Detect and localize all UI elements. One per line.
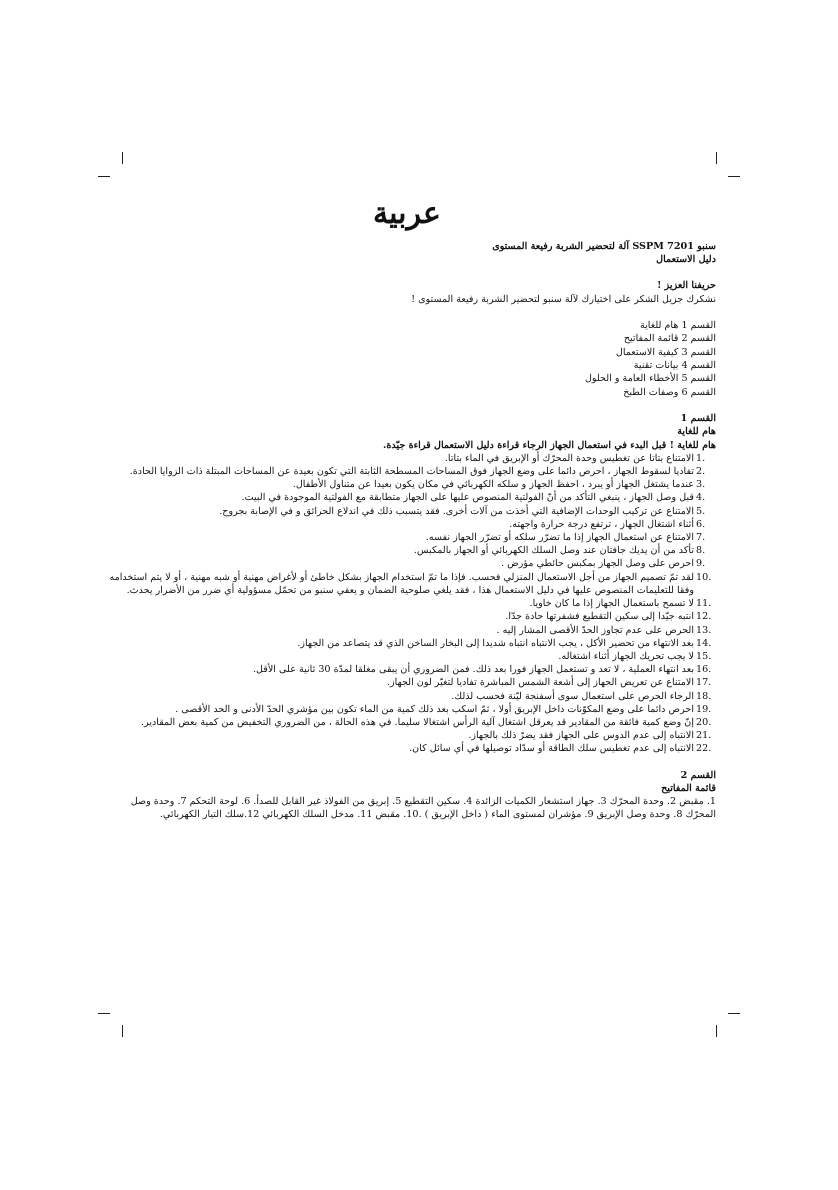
section1-label: القسم 1: [680, 413, 716, 425]
list-item: 19. احرص دائما على وضع المكوّنات داخل الإبريق أولا ، ثمّ اسكب بعد ذلك كمية من الماء تكون بين مؤشري الحدّ الأدنى و الحد الأقصى .: [175, 703, 712, 715]
toc-item: القسم 4 بيانات تقنية: [633, 360, 716, 372]
crop-mark-bottom-right-v: [716, 1025, 717, 1037]
toc-item: القسم 2 قائمة المفاتيح: [623, 333, 716, 345]
greeting: حريفنا العزيز !: [657, 280, 716, 292]
list-item: 11. لا تسمح باستعمال الجهاز إذا ما كان خاويا.: [529, 598, 712, 610]
crop-mark-top-left-h: [98, 176, 110, 177]
list-item: 10. لقد تمّ تصميم الجهاز من أجل الاستعمال المنزلي فحسب. فإذا ما تمّ استخدام الجهاز بشكل خاطئ أو لأغراض مهنية أو شبه مهنية ، أو لا يتم استخدامه وفقا للتعليمات المنصوص عليها في دليل الاستعمال هذا ، فقد يلغي صلوحية الضمان و يعفي سنبو من تحمّل مسؤولية أي ضرر من الأضرار يحدث.: [109, 571, 712, 596]
thanks-text: نشكرك جزيل الشكر على اختيارك لآلة سنبو لتحضير الشربة رفيعة المستوى !: [411, 293, 716, 305]
table-of-contents: [98, 319, 716, 399]
list-item: 15. لا يجب تحريك الجهاز أثناء اشتغاله.: [558, 650, 712, 662]
section2-body: 1. مقبض 2. وحدة المحرّك 3. جهاز استشعار الكميات الزائدة 4. سكين التقطيع 5. إبريق من الفولاذ غير القابل للصدأ. 6. لوحة التحكم 7. وحدة وصل المحرّك 8. وحدة وصل الإبريق 9. مؤشران لمستوى الماء ( داخل الإبريق ) .10. مقبض 11. مدخل السلك الكهربائي 12.سلك التيار الكهربائي.: [130, 795, 716, 821]
list-item: 18. الرجاء الحرص على استعمال سوى أسفنجة ليّنة فحسب لذلك.: [451, 690, 712, 702]
crop-mark-top-left-v: [122, 152, 123, 164]
crop-mark-top-right-h: [728, 176, 740, 177]
list-item: 22. الانتباه إلى عدم تغطيس سلك الطاقة أو سدّاد توصيلها في أي سائل كان.: [409, 743, 712, 755]
list-item: 1. الامتناع بتاتا عن تغطيس وحدة المحرّك أو الإبريق في الماء بتاتا.: [444, 452, 706, 464]
manual-page: [98, 196, 716, 821]
list-item: 8. تأكد من أن يديك جافتان عند وصل السلك الكهربائي أو الجهاز بالمكبس.: [413, 545, 706, 557]
manual-label: دليل الاستعمال: [656, 254, 716, 266]
list-item: 20. إنّ وضع كمية فائقة من المقادير قد يعرقل اشتغال آلية الرأس اشتغالا سليما. في هذه الحالة ، من الضروري التخفيض من كمية بعض المقادير.: [141, 716, 712, 728]
list-item: 12. انتبه جيّدا إلى سكين التقطيع فشفرتها حادة جدّا.: [505, 611, 712, 623]
list-item: 13. الحرص على عدم تجاوز الحدّ الأقصى المشار إليه .: [496, 624, 712, 636]
list-item: 16. بعد انتهاء العملية ، لا تعد و تستعمل الجهاز فورا بعد ذلك. فمن الضروري أن يبقى مغلقا لمدّة 30 ثانية على الأقل.: [252, 664, 712, 676]
list-item: 2. تفاديا لسقوط الجهاز ، احرص دائما على وضع الجهاز فوق المساحات المسطحة الثابتة التي تكون بعيدة عن المساحات المبتلة ذات الزوايا الحادة.: [129, 466, 706, 478]
list-item: 4. قبل وصل الجهاز ، ينبغي التأكد من أنّ الفولتية المنصوص عليها على الجهاز متطابقة مع الفولتية الموجودة في البيت.: [241, 492, 706, 504]
toc-item: القسم 5 الأخطاء العامة و الحلول: [584, 373, 716, 385]
toc-item: القسم 3 كيفية الاستعمال: [615, 346, 716, 358]
section1-title: هام للغاية: [677, 426, 716, 438]
list-item: 3. عندما يشتغل الجهاز أو يبرد ، احفظ الجهاز و سلكه الكهربائي في مكان يكون بعيدا عن متناول الأطفال.: [292, 479, 706, 491]
section1-list: [98, 452, 716, 756]
crop-mark-bottom-left-h: [98, 1013, 110, 1014]
list-item: 17. الامتناع عن تعريض الجهاز إلى أشعة الشمس المباشرة تفاديا لتغيّر لون الجهاز.: [386, 677, 712, 689]
toc-item: القسم 1 هام للغاية: [639, 319, 716, 331]
list-item: 21. الانتباه إلى عدم الدوس على الجهاز فقد يضرّ ذلك بالجهاز.: [468, 730, 712, 742]
section2-label: القسم 2: [680, 769, 716, 781]
section2-title: قائمة المفاتيح: [661, 782, 716, 794]
list-item: 9. احرص على وصل الجهاز بمكبس حائطي مؤرض .: [501, 558, 706, 570]
crop-mark-bottom-right-h: [728, 1013, 740, 1014]
list-item: 14. بعد الانتهاء من تحضير الأكل ، يجب الانتباه انتباه شديدا إلى البخار الساخن الذي قد يتصاعد من الجهاز.: [297, 637, 712, 649]
crop-mark-bottom-left-v: [122, 1025, 123, 1037]
crop-mark-top-right-v: [716, 152, 717, 164]
list-item: 6. أثناء اشتغال الجهاز ، ترتفع درجة حرارة واجهته.: [509, 518, 706, 530]
list-item: 5. الامتناع عن تركيب الوحدات الإضافية التي أخذت من آلات أخرى. فقد يتسبب ذلك في اندلاع الحرائق و في الإصابة بجروح.: [219, 505, 706, 517]
language-heading: عربية: [373, 196, 441, 231]
product-line: سنبو SSPM 7201 آلة لتحضير الشربة رفيعة المستوى: [492, 241, 716, 252]
list-item: 7. الامتناع عن استعمال الجهاز إذا ما تضرّر سلكه أو تضرّر الجهاز نفسه.: [425, 532, 706, 544]
toc-item: القسم 6 وصفات الطبخ: [623, 386, 716, 398]
section1-intro: هام للغاية ! قبل البدء في استعمال الجهاز الرجاء قراءة دليل الاستعمال قراءة جيّدة.: [383, 439, 716, 451]
